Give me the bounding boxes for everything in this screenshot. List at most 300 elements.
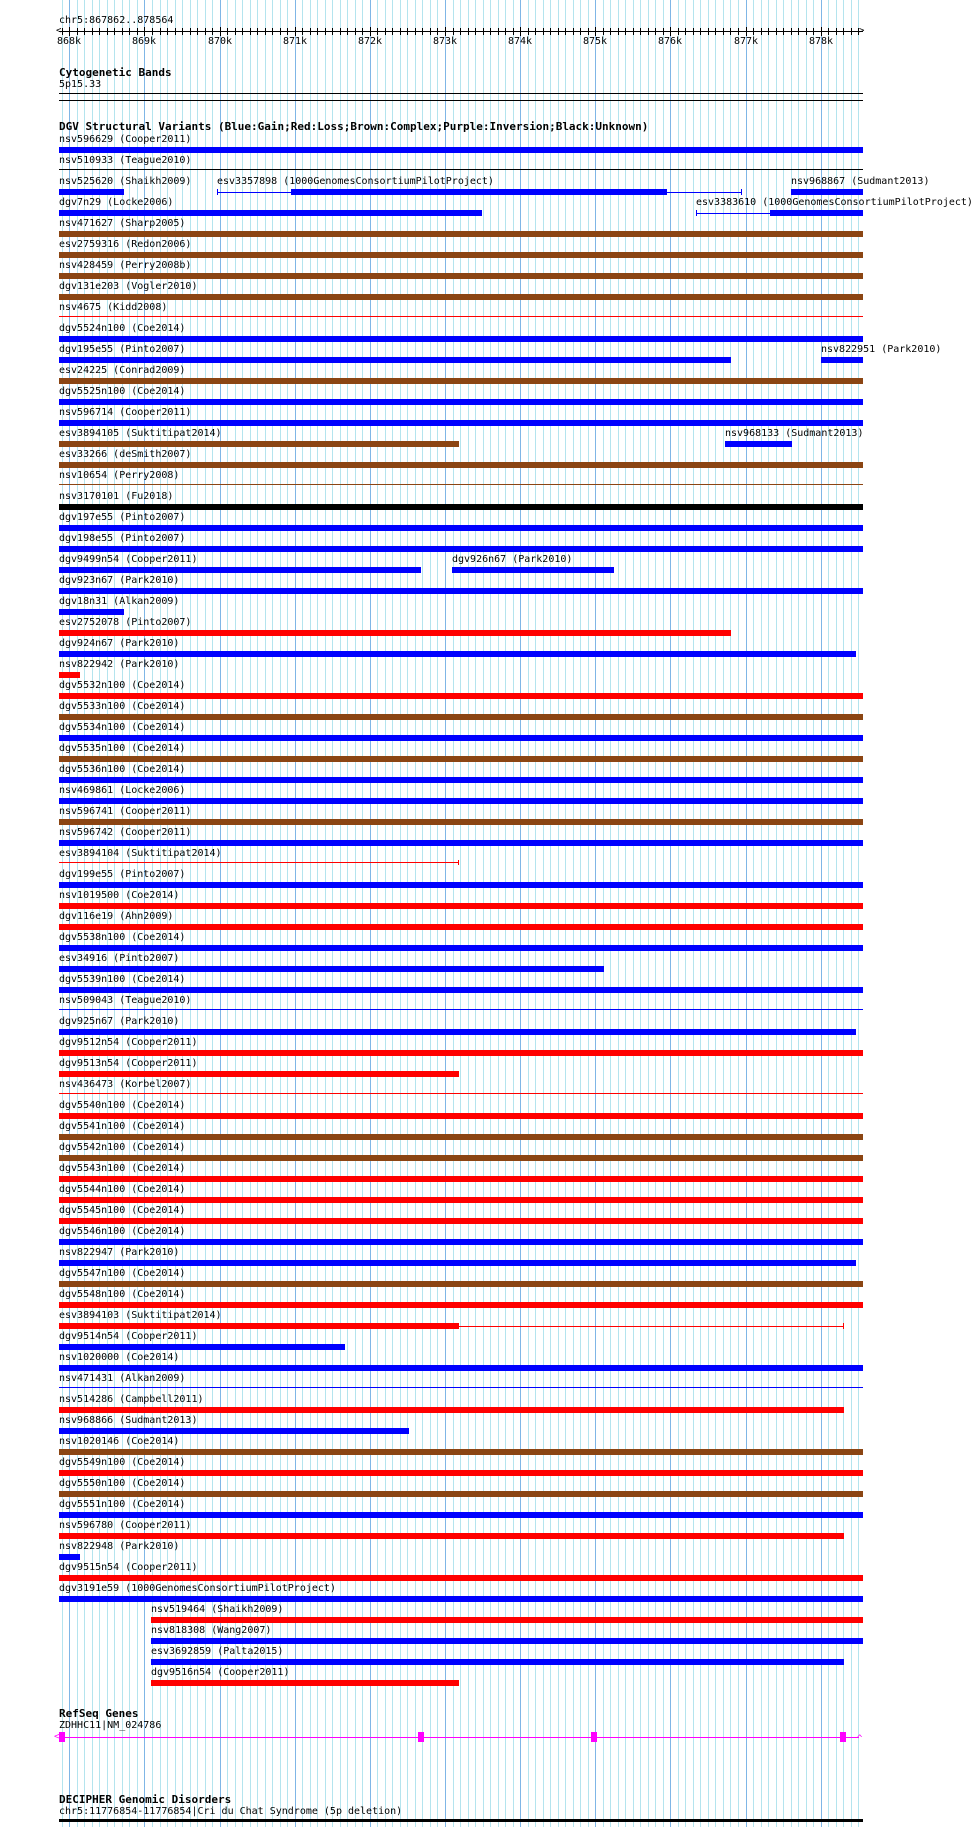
axis-tick-label: 873k: [433, 36, 458, 47]
axis-tick: [498, 28, 499, 35]
axis-tick: [663, 28, 664, 35]
axis-tick: [197, 28, 198, 35]
axis-tick: [776, 28, 777, 35]
axis-tick: [370, 27, 371, 36]
sv-feature-label[interactable]: nsv968867 (Sudmant2013): [791, 176, 930, 187]
sv-feature-label[interactable]: dgv198e55 (Pinto2007): [59, 533, 186, 544]
sv-feature-bar[interactable]: [59, 693, 863, 699]
gene-end-caret-icon: ^: [857, 1734, 863, 1744]
gene-exon[interactable]: [591, 1732, 597, 1742]
axis-right-arrow-icon: >: [859, 26, 865, 36]
axis-tick: [362, 28, 363, 35]
sv-feature-bar[interactable]: [59, 1596, 863, 1602]
axis-tick: [265, 28, 266, 35]
sv-feature-label[interactable]: nsv818308 (Wang2007): [151, 1625, 272, 1636]
axis-tick: [708, 28, 709, 35]
sv-feature-label[interactable]: dgv5524n100 (Coe2014): [59, 323, 186, 334]
axis-tick-label: 868k: [57, 36, 82, 47]
axis-tick: [62, 28, 63, 35]
sv-feature-label[interactable]: dgv923n67 (Park2010): [59, 575, 180, 586]
sv-end-tick: [458, 860, 459, 865]
axis-tick: [468, 28, 469, 35]
sv-feature-bar[interactable]: [151, 1659, 844, 1665]
sv-feature-label[interactable]: nsv471627 (Sharp2005): [59, 218, 186, 229]
sv-feature-label[interactable]: dgv5544n100 (Coe2014): [59, 1184, 186, 1195]
sv-feature-bar[interactable]: [59, 1134, 863, 1140]
axis-tick: [685, 28, 686, 35]
axis-tick: [791, 28, 792, 35]
axis-tick: [813, 28, 814, 35]
sv-feature-label[interactable]: nsv968133 (Sudmant2013): [725, 428, 864, 439]
sv-feature-label[interactable]: dgv9512n54 (Cooper2011): [59, 1037, 198, 1048]
sv-feature-label[interactable]: nsv428459 (Perry2008b): [59, 260, 192, 271]
axis-tick: [460, 28, 461, 35]
sv-feature-label[interactable]: dgv3191e59 (1000GenomesConsortiumPilotProject): [59, 1583, 336, 1594]
sv-feature-bar[interactable]: [59, 588, 863, 594]
axis-tick: [746, 27, 747, 36]
sv-feature-bar[interactable]: [59, 420, 863, 426]
sv-feature-label[interactable]: esv3357898 (1000GenomesConsortiumPilotProject): [217, 176, 494, 187]
axis-tick: [670, 27, 671, 36]
axis-tick: [325, 28, 326, 35]
axis-tick: [77, 28, 78, 35]
sv-feature-label[interactable]: dgv199e55 (Pinto2007): [59, 869, 186, 880]
sv-feature-label[interactable]: esv2759316 (Redon2006): [59, 239, 192, 250]
track-divider: [59, 100, 863, 101]
sv-end-tick: [741, 189, 742, 195]
sv-feature-bar[interactable]: [291, 189, 667, 195]
sv-feature-label[interactable]: nsv1020146 (Coe2014): [59, 1436, 180, 1447]
sv-feature-bar[interactable]: [770, 210, 863, 216]
sv-feature-label[interactable]: dgv131e203 (Vogler2010): [59, 281, 198, 292]
axis-tick: [618, 28, 619, 35]
sv-feature-label[interactable]: nsv4675 (Kidd2008): [59, 302, 168, 313]
sv-feature-label[interactable]: dgv197e55 (Pinto2007): [59, 512, 186, 523]
sv-feature-bar[interactable]: [59, 924, 863, 930]
sv-feature-bar[interactable]: [59, 630, 731, 636]
sv-feature-bar[interactable]: [59, 546, 863, 552]
axis-tick: [625, 28, 626, 35]
axis-tick-label: 878k: [809, 36, 834, 47]
gene-intron-line[interactable]: [59, 1737, 859, 1738]
sv-feature-bar[interactable]: [59, 252, 863, 258]
sv-feature-bar[interactable]: [791, 189, 863, 195]
sv-feature-line[interactable]: [59, 316, 863, 317]
sv-feature-label[interactable]: dgv18n31 (Alkan2009): [59, 596, 180, 607]
sv-feature-label[interactable]: nsv525620 (Shaikh2009): [59, 176, 192, 187]
axis-tick-label: 877k: [734, 36, 759, 47]
axis-tick: [513, 28, 514, 35]
axis-tick: [843, 28, 844, 35]
refseq-track-title[interactable]: RefSeq Genes: [59, 1707, 139, 1720]
sv-feature-bar[interactable]: [59, 798, 863, 804]
sv-feature-bar[interactable]: [821, 357, 863, 363]
axis-tick: [310, 28, 311, 35]
axis-tick: [430, 28, 431, 35]
axis-tick: [99, 28, 100, 35]
sv-feature-bar[interactable]: [59, 1323, 459, 1329]
sv-feature-bar[interactable]: [151, 1680, 459, 1686]
sv-feature-label[interactable]: dgv9516n54 (Cooper2011): [151, 1667, 290, 1678]
sv-feature-bar[interactable]: [59, 441, 459, 447]
axis-tick: [302, 28, 303, 35]
sv-feature-bar[interactable]: [59, 1281, 863, 1287]
sv-feature-bar[interactable]: [59, 651, 856, 657]
sv-feature-bar[interactable]: [59, 903, 863, 909]
sv-feature-label[interactable]: dgv5534n100 (Coe2014): [59, 722, 186, 733]
sv-feature-bar[interactable]: [59, 1533, 844, 1539]
sv-feature-bar[interactable]: [59, 819, 863, 825]
axis-tick: [84, 28, 85, 35]
axis-tick: [738, 28, 739, 35]
axis-tick: [332, 28, 333, 35]
sv-feature-bar[interactable]: [59, 1470, 863, 1476]
axis-tick: [144, 27, 145, 36]
axis-tick: [700, 28, 701, 35]
sv-feature-bar[interactable]: [151, 1638, 863, 1644]
sv-feature-label[interactable]: dgv925n67 (Park2010): [59, 1016, 180, 1027]
axis-tick: [250, 28, 251, 35]
sv-feature-bar[interactable]: [59, 399, 863, 405]
sv-feature-bar[interactable]: [59, 294, 863, 300]
sv-feature-bar[interactable]: [59, 1029, 856, 1035]
axis-tick: [377, 28, 378, 35]
strand-arrow-left-icon: <: [54, 1732, 60, 1742]
sv-feature-label[interactable]: dgv116e19 (Ahn2009): [59, 911, 174, 922]
axis-tick: [580, 28, 581, 35]
sv-feature-bar[interactable]: [59, 756, 863, 762]
sv-feature-bar[interactable]: [59, 378, 863, 384]
sv-feature-label[interactable]: nsv469861 (Locke2006): [59, 785, 186, 796]
cytoband-track-title[interactable]: Cytogenetic Bands: [59, 66, 172, 79]
axis-tick: [520, 27, 521, 36]
axis-tick: [287, 28, 288, 35]
sv-feature-label[interactable]: dgv9499n54 (Cooper2011): [59, 554, 198, 565]
sv-feature-label[interactable]: nsv519464 (Shaikh2009): [151, 1604, 284, 1615]
sv-feature-label[interactable]: dgv926n67 (Park2010): [452, 554, 573, 565]
sv-feature-bar[interactable]: [725, 441, 791, 447]
sv-feature-line[interactable]: [59, 1009, 863, 1010]
sv-feature-bar[interactable]: [59, 504, 863, 510]
axis-tick: [768, 28, 769, 35]
axis-tick: [851, 28, 852, 35]
axis-tick: [806, 28, 807, 35]
sv-feature-label[interactable]: esv3692859 (Palta2015): [151, 1646, 284, 1657]
sv-feature-bar[interactable]: [59, 1428, 409, 1434]
axis-tick: [588, 28, 589, 35]
axis-tick: [205, 28, 206, 35]
sv-feature-label[interactable]: dgv5545n100 (Coe2014): [59, 1205, 186, 1216]
sv-feature-label[interactable]: nsv596742 (Cooper2011): [59, 827, 192, 838]
sv-feature-bar[interactable]: [59, 672, 80, 678]
axis-tick: [678, 28, 679, 35]
sv-feature-bar[interactable]: [59, 336, 863, 342]
sv-feature-bar[interactable]: [59, 714, 863, 720]
sv-feature-label[interactable]: dgv5551n100 (Coe2014): [59, 1499, 186, 1510]
dgv-track-title[interactable]: DGV Structural Variants (Blue:Gain;Red:Loss;Brown:Complex;Purple:Inversion;Black:Unknown): [59, 120, 649, 133]
sv-feature-label[interactable]: dgv5548n100 (Coe2014): [59, 1289, 186, 1300]
sv-feature-bar[interactable]: [151, 1617, 863, 1623]
axis-tick: [655, 28, 656, 35]
sv-feature-bar[interactable]: [59, 1575, 863, 1581]
sv-start-tick: [696, 210, 697, 216]
axis-tick: [227, 28, 228, 35]
sv-feature-bar[interactable]: [59, 840, 863, 846]
axis-tick: [114, 28, 115, 35]
sv-feature-bar[interactable]: [59, 966, 604, 972]
sv-feature-label[interactable]: nsv822951 (Park2010): [821, 344, 942, 355]
axis-tick: [490, 28, 491, 35]
gene-label[interactable]: ZDHHC11|NM_024786: [59, 1720, 162, 1731]
axis-tick: [437, 28, 438, 35]
axis-tick: [821, 27, 822, 36]
sv-feature-label[interactable]: esv3894104 (Suktitipat2014): [59, 848, 222, 859]
axis-tick: [152, 28, 153, 35]
sv-feature-bar[interactable]: [59, 1449, 863, 1455]
decipher-feature-bar[interactable]: [59, 1819, 863, 1822]
axis-tick: [129, 28, 130, 35]
axis-tick-label: 870k: [208, 36, 233, 47]
axis-tick: [295, 27, 296, 36]
sv-feature-label[interactable]: nsv10654 (Perry2008): [59, 470, 180, 481]
axis-tick: [715, 28, 716, 35]
axis-tick: [543, 28, 544, 35]
axis-tick-label: 875k: [583, 36, 608, 47]
axis-tick: [167, 28, 168, 35]
axis-tick: [235, 28, 236, 35]
sv-feature-label[interactable]: nsv822942 (Park2010): [59, 659, 180, 670]
axis-tick: [107, 28, 108, 35]
axis-tick: [69, 27, 70, 36]
sv-feature-label[interactable]: dgv7n29 (Locke2006): [59, 197, 174, 208]
axis-tick: [355, 28, 356, 35]
axis-left-arrow-icon: <: [56, 26, 62, 36]
axis-tick: [453, 28, 454, 35]
axis-tick: [272, 28, 273, 35]
axis-tick: [483, 28, 484, 35]
sv-feature-line[interactable]: [59, 484, 863, 485]
sv-feature-bar[interactable]: [59, 462, 863, 468]
sv-feature-label[interactable]: nsv596629 (Cooper2011): [59, 134, 192, 145]
axis-tick: [836, 28, 837, 35]
axis-line: [59, 31, 863, 32]
gene-exon[interactable]: [59, 1732, 65, 1742]
sv-feature-label[interactable]: nsv3170101 (Fu2018): [59, 491, 174, 502]
sv-feature-label[interactable]: dgv5525n100 (Coe2014): [59, 386, 186, 397]
sv-feature-label[interactable]: esv2752078 (Pinto2007): [59, 617, 192, 628]
sv-feature-bar[interactable]: [59, 357, 731, 363]
axis-tick: [280, 28, 281, 35]
axis-tick: [723, 28, 724, 35]
sv-feature-label[interactable]: dgv9514n54 (Cooper2011): [59, 1331, 198, 1342]
sv-feature-bar[interactable]: [59, 525, 863, 531]
axis-tick: [122, 28, 123, 35]
axis-tick: [347, 28, 348, 35]
axis-tick-label: 871k: [283, 36, 308, 47]
axis-tick: [242, 28, 243, 35]
sv-feature-label[interactable]: dgv5535n100 (Coe2014): [59, 743, 186, 754]
axis-tick: [190, 28, 191, 35]
sv-feature-bar[interactable]: [59, 1344, 345, 1350]
cytoband-label[interactable]: 5p15.33: [59, 79, 102, 90]
axis-tick-label: 872k: [358, 36, 383, 47]
sv-feature-bar[interactable]: [59, 987, 863, 993]
sv-feature-label[interactable]: nsv596714 (Cooper2011): [59, 407, 192, 418]
axis-tick: [422, 28, 423, 35]
sv-feature-label[interactable]: nsv471431 (Alkan2009): [59, 1373, 186, 1384]
axis-tick: [693, 28, 694, 35]
sv-feature-label[interactable]: nsv968866 (Sudmant2013): [59, 1415, 198, 1426]
axis-tick: [565, 28, 566, 35]
axis-tick: [798, 28, 799, 35]
axis-tick-label: 876k: [658, 36, 683, 47]
axis-tick: [445, 27, 446, 36]
sv-feature-bar[interactable]: [59, 1071, 459, 1077]
sv-feature-bar[interactable]: [59, 231, 863, 237]
axis-tick: [648, 28, 649, 35]
axis-tick: [475, 28, 476, 35]
sv-feature-bar[interactable]: [59, 1512, 863, 1518]
sv-feature-label[interactable]: nsv822948 (Park2010): [59, 1541, 180, 1552]
sv-feature-label[interactable]: esv33266 (deSmith2007): [59, 449, 192, 460]
sv-feature-line[interactable]: [59, 1093, 863, 1094]
sv-feature-label[interactable]: dgv5532n100 (Coe2014): [59, 680, 186, 691]
sv-feature-bar[interactable]: [452, 567, 614, 573]
sv-feature-bar[interactable]: [59, 1197, 863, 1203]
axis-tick: [340, 28, 341, 35]
sv-feature-label[interactable]: dgv9513n54 (Cooper2011): [59, 1058, 198, 1069]
sv-feature-bar[interactable]: [59, 567, 421, 573]
sv-feature-label[interactable]: nsv822947 (Park2010): [59, 1247, 180, 1258]
gene-exon[interactable]: [840, 1732, 846, 1742]
sv-feature-line[interactable]: [59, 862, 459, 863]
sv-feature-label[interactable]: dgv195e55 (Pinto2007): [59, 344, 186, 355]
axis-tick: [610, 28, 611, 35]
sv-feature-label[interactable]: esv3894103 (Suktitipat2014): [59, 1310, 222, 1321]
axis-tick-label: 874k: [508, 36, 533, 47]
sv-feature-label[interactable]: dgv5540n100 (Coe2014): [59, 1100, 186, 1111]
sv-feature-label[interactable]: esv34916 (Pinto2007): [59, 953, 180, 964]
sv-feature-bar[interactable]: [59, 1554, 80, 1560]
sv-feature-label[interactable]: dgv5539n100 (Coe2014): [59, 974, 186, 985]
sv-feature-label[interactable]: nsv514286 (Campbell2011): [59, 1394, 204, 1405]
axis-tick: [220, 27, 221, 36]
sv-feature-bar[interactable]: [59, 273, 863, 279]
axis-tick: [407, 28, 408, 35]
sv-feature-line[interactable]: [59, 169, 863, 170]
sv-feature-bar[interactable]: [59, 735, 863, 741]
axis-tick: [595, 27, 596, 36]
axis-tick: [137, 28, 138, 35]
axis-tick-label: 869k: [132, 36, 157, 47]
axis-tick: [633, 28, 634, 35]
axis-tick: [640, 28, 641, 35]
axis-tick: [573, 28, 574, 35]
sv-feature-label[interactable]: dgv5542n100 (Coe2014): [59, 1142, 186, 1153]
sv-feature-bar[interactable]: [59, 1050, 863, 1056]
sv-feature-label[interactable]: dgv5547n100 (Coe2014): [59, 1268, 186, 1279]
sv-feature-bar[interactable]: [59, 777, 863, 783]
sv-feature-label[interactable]: dgv5543n100 (Coe2014): [59, 1163, 186, 1174]
sv-feature-label[interactable]: nsv509043 (Teague2010): [59, 995, 192, 1006]
sv-feature-label[interactable]: dgv5550n100 (Coe2014): [59, 1478, 186, 1489]
sv-feature-label[interactable]: dgv5533n100 (Coe2014): [59, 701, 186, 712]
axis-tick: [783, 28, 784, 35]
axis-tick: [558, 28, 559, 35]
sv-feature-label[interactable]: esv3894105 (Suktitipat2014): [59, 428, 222, 439]
sv-feature-bar[interactable]: [59, 1407, 844, 1413]
coordinate-label: chr5:867862..878564: [59, 15, 174, 26]
axis-tick: [92, 28, 93, 35]
sv-feature-label[interactable]: nsv596741 (Cooper2011): [59, 806, 192, 817]
axis-tick: [550, 28, 551, 35]
sv-feature-bar[interactable]: [59, 945, 863, 951]
decipher-track-title[interactable]: DECIPHER Genomic Disorders: [59, 1793, 232, 1806]
sv-feature-label[interactable]: nsv510933 (Teague2010): [59, 155, 192, 166]
axis-tick: [212, 28, 213, 35]
axis-tick: [828, 28, 829, 35]
sv-feature-bar[interactable]: [59, 1113, 863, 1119]
decipher-label[interactable]: chr5:11776854-11776854|Cri du Chat Syndrome (5p deletion): [59, 1806, 403, 1817]
axis-tick: [385, 28, 386, 35]
gene-exon[interactable]: [418, 1732, 424, 1742]
axis-tick: [392, 28, 393, 35]
cytoband-line: [59, 93, 863, 94]
sv-feature-label[interactable]: nsv436473 (Korbel2007): [59, 1079, 192, 1090]
sv-feature-label[interactable]: dgv5541n100 (Coe2014): [59, 1121, 186, 1132]
axis-tick: [182, 28, 183, 35]
axis-tick: [400, 28, 401, 35]
axis-tick: [761, 28, 762, 35]
sv-feature-label[interactable]: dgv5546n100 (Coe2014): [59, 1226, 186, 1237]
sv-feature-bar[interactable]: [59, 1176, 863, 1182]
sv-feature-bar[interactable]: [59, 147, 863, 153]
sv-feature-bar[interactable]: [59, 1155, 863, 1161]
sv-feature-bar[interactable]: [59, 1260, 856, 1266]
sv-feature-line[interactable]: [59, 1387, 863, 1388]
sv-feature-label[interactable]: dgv5549n100 (Coe2014): [59, 1457, 186, 1468]
axis-tick: [160, 28, 161, 35]
sv-feature-bar[interactable]: [59, 1302, 863, 1308]
sv-feature-bar[interactable]: [59, 1365, 863, 1371]
sv-feature-label[interactable]: dgv5536n100 (Coe2014): [59, 764, 186, 775]
axis-tick: [603, 28, 604, 35]
axis-tick: [753, 28, 754, 35]
sv-feature-label[interactable]: dgv9515n54 (Cooper2011): [59, 1562, 198, 1573]
sv-feature-bar[interactable]: [59, 210, 482, 216]
sv-feature-label[interactable]: esv3383610 (1000GenomesConsortiumPilotProject): [696, 197, 973, 208]
axis-tick: [505, 28, 506, 35]
sv-feature-bar[interactable]: [59, 189, 124, 195]
sv-start-tick: [217, 189, 218, 195]
sv-feature-label[interactable]: esv24225 (Conrad2009): [59, 365, 186, 376]
axis-tick: [730, 28, 731, 35]
sv-feature-label[interactable]: nsv596780 (Cooper2011): [59, 1520, 192, 1531]
axis-tick: [528, 28, 529, 35]
sv-feature-label[interactable]: nsv1020000 (Coe2014): [59, 1352, 180, 1363]
axis-tick: [175, 28, 176, 35]
sv-feature-bar[interactable]: [59, 1239, 863, 1245]
sv-feature-bar[interactable]: [59, 882, 863, 888]
sv-feature-label[interactable]: dgv5538n100 (Coe2014): [59, 932, 186, 943]
sv-feature-bar[interactable]: [59, 1218, 863, 1224]
sv-feature-label[interactable]: dgv924n67 (Park2010): [59, 638, 180, 649]
sv-feature-bar[interactable]: [59, 609, 124, 615]
axis-tick: [317, 28, 318, 35]
axis-tick: [858, 28, 859, 35]
sv-feature-label[interactable]: nsv1019500 (Coe2014): [59, 890, 180, 901]
sv-feature-bar[interactable]: [59, 1491, 863, 1497]
